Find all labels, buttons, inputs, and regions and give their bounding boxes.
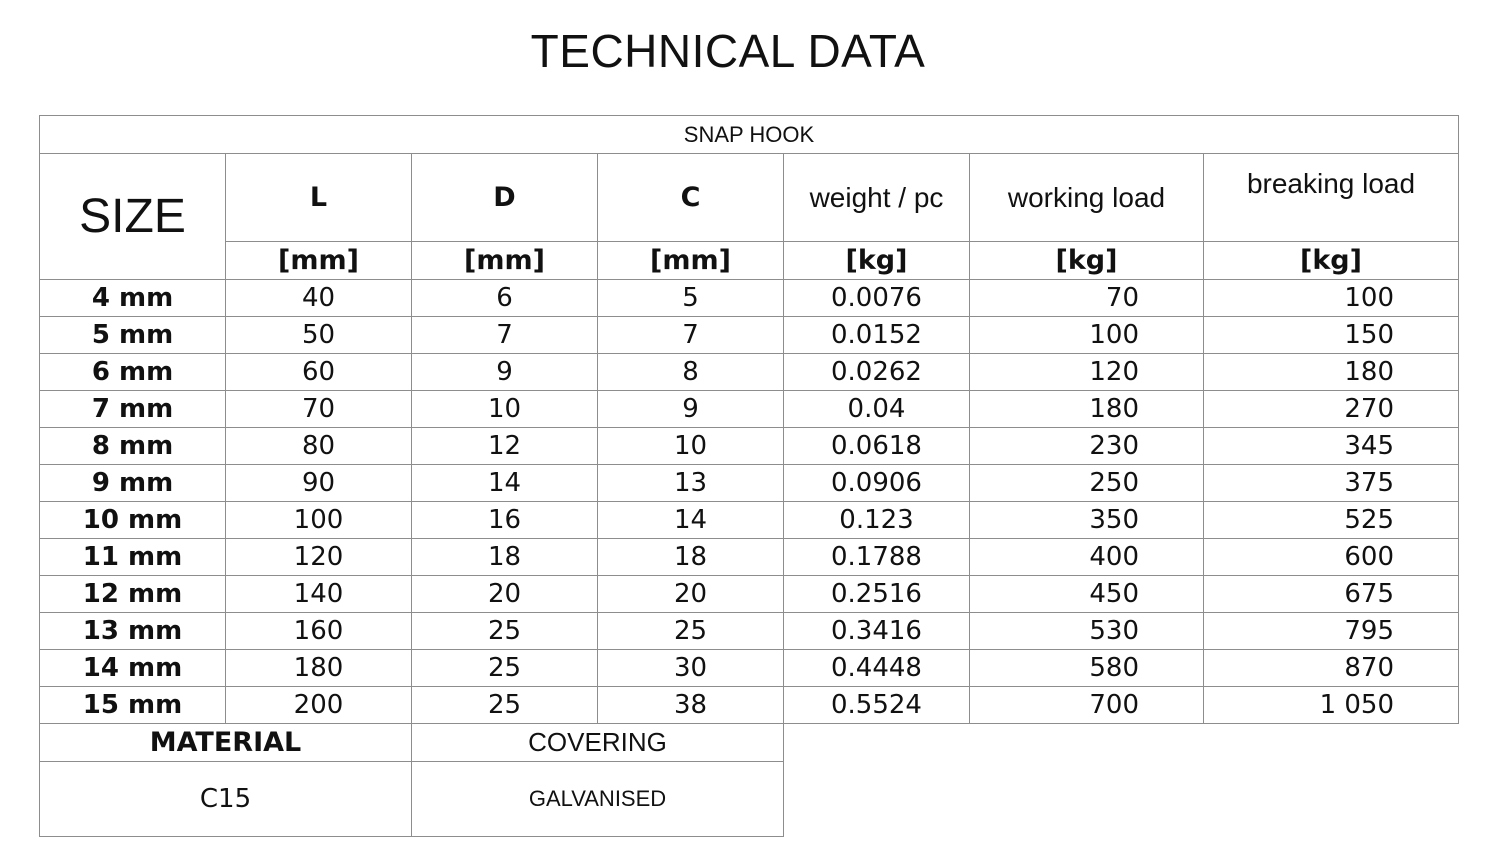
cell-size: 8 mm xyxy=(40,428,226,465)
material-header-row xyxy=(40,724,1459,762)
table-row xyxy=(40,465,1459,502)
cell-working-load: 450 xyxy=(970,576,1204,613)
table-row xyxy=(40,613,1459,650)
table-caption-row xyxy=(40,116,1459,154)
cell-breaking-load: 600 xyxy=(1204,539,1459,576)
cell-c: 5 xyxy=(598,280,784,317)
cell-d: 25 xyxy=(412,650,598,687)
header-row xyxy=(40,154,1459,242)
cell-l: 40 xyxy=(226,280,412,317)
covering-header: COVERING xyxy=(412,724,784,762)
cell-weight: 0.4448 xyxy=(784,650,970,687)
table-row xyxy=(40,687,1459,724)
cell-d: 6 xyxy=(412,280,598,317)
cell-c: 18 xyxy=(598,539,784,576)
table-caption: SNAP HOOK xyxy=(40,116,1459,154)
material-header: MATERIAL xyxy=(40,724,412,762)
cell-d: 16 xyxy=(412,502,598,539)
cell-size: 14 mm xyxy=(40,650,226,687)
cell-working-load: 100 xyxy=(970,317,1204,354)
empty-area xyxy=(784,762,1459,837)
cell-breaking-load: 1 050 xyxy=(1204,687,1459,724)
cell-working-load: 70 xyxy=(970,280,1204,317)
cell-weight: 0.3416 xyxy=(784,613,970,650)
cell-working-load: 120 xyxy=(970,354,1204,391)
column-unit-l: [mm] xyxy=(226,242,412,280)
cell-breaking-load: 180 xyxy=(1204,354,1459,391)
table-row xyxy=(40,354,1459,391)
cell-weight: 0.1788 xyxy=(784,539,970,576)
cell-weight: 0.2516 xyxy=(784,576,970,613)
cell-d: 14 xyxy=(412,465,598,502)
empty-area xyxy=(784,724,1459,762)
cell-breaking-load: 870 xyxy=(1204,650,1459,687)
cell-breaking-load: 525 xyxy=(1204,502,1459,539)
cell-c: 30 xyxy=(598,650,784,687)
cell-l: 160 xyxy=(226,613,412,650)
cell-working-load: 700 xyxy=(970,687,1204,724)
material-value-row xyxy=(40,762,1459,837)
cell-l: 50 xyxy=(226,317,412,354)
cell-weight: 0.0076 xyxy=(784,280,970,317)
table-row xyxy=(40,650,1459,687)
cell-l: 60 xyxy=(226,354,412,391)
cell-c: 38 xyxy=(598,687,784,724)
size-header: SIZE xyxy=(40,154,226,280)
cell-c: 10 xyxy=(598,428,784,465)
technical-data-table xyxy=(39,115,1459,837)
material-value: C15 xyxy=(40,762,412,837)
cell-c: 20 xyxy=(598,576,784,613)
cell-l: 180 xyxy=(226,650,412,687)
table-row xyxy=(40,502,1459,539)
cell-d: 7 xyxy=(412,317,598,354)
column-header-working-load: working load xyxy=(970,154,1204,242)
cell-weight: 0.123 xyxy=(784,502,970,539)
cell-d: 12 xyxy=(412,428,598,465)
cell-l: 120 xyxy=(226,539,412,576)
column-header-c: C xyxy=(598,154,784,242)
cell-size: 6 mm xyxy=(40,354,226,391)
page-title: TECHNICAL DATA xyxy=(530,25,926,77)
column-unit-weight: [kg] xyxy=(784,242,970,280)
cell-l: 100 xyxy=(226,502,412,539)
cell-d: 25 xyxy=(412,687,598,724)
cell-size: 11 mm xyxy=(40,539,226,576)
cell-working-load: 400 xyxy=(970,539,1204,576)
cell-d: 25 xyxy=(412,613,598,650)
cell-size: 4 mm xyxy=(40,280,226,317)
cell-c: 14 xyxy=(598,502,784,539)
cell-weight: 0.0262 xyxy=(784,354,970,391)
cell-c: 25 xyxy=(598,613,784,650)
cell-c: 13 xyxy=(598,465,784,502)
cell-c: 7 xyxy=(598,317,784,354)
cell-breaking-load: 795 xyxy=(1204,613,1459,650)
table-row xyxy=(40,391,1459,428)
cell-l: 70 xyxy=(226,391,412,428)
column-header-d: D xyxy=(412,154,598,242)
cell-c: 9 xyxy=(598,391,784,428)
cell-weight: 0.0152 xyxy=(784,317,970,354)
column-unit-d: [mm] xyxy=(412,242,598,280)
column-unit-c: [mm] xyxy=(598,242,784,280)
cell-breaking-load: 150 xyxy=(1204,317,1459,354)
cell-breaking-load: 675 xyxy=(1204,576,1459,613)
covering-value: GALVANISED xyxy=(412,762,784,837)
cell-d: 9 xyxy=(412,354,598,391)
column-unit-breaking-load: [kg] xyxy=(1204,242,1459,280)
cell-weight: 0.0906 xyxy=(784,465,970,502)
unit-row xyxy=(40,242,1459,280)
cell-d: 20 xyxy=(412,576,598,613)
cell-l: 140 xyxy=(226,576,412,613)
cell-size: 7 mm xyxy=(40,391,226,428)
cell-working-load: 530 xyxy=(970,613,1204,650)
cell-working-load: 180 xyxy=(970,391,1204,428)
cell-d: 18 xyxy=(412,539,598,576)
cell-breaking-load: 100 xyxy=(1204,280,1459,317)
table-row xyxy=(40,576,1459,613)
cell-l: 200 xyxy=(226,687,412,724)
cell-size: 12 mm xyxy=(40,576,226,613)
column-header-l: L xyxy=(226,154,412,242)
column-unit-working-load: [kg] xyxy=(970,242,1204,280)
cell-d: 10 xyxy=(412,391,598,428)
table-row xyxy=(40,428,1459,465)
cell-breaking-load: 375 xyxy=(1204,465,1459,502)
cell-size: 9 mm xyxy=(40,465,226,502)
cell-working-load: 350 xyxy=(970,502,1204,539)
column-header-breaking-load: breaking load xyxy=(1204,154,1459,242)
cell-weight: 0.0618 xyxy=(784,428,970,465)
cell-working-load: 580 xyxy=(970,650,1204,687)
table-row xyxy=(40,539,1459,576)
cell-weight: 0.5524 xyxy=(784,687,970,724)
cell-size: 10 mm xyxy=(40,502,226,539)
table-row xyxy=(40,280,1459,317)
cell-breaking-load: 345 xyxy=(1204,428,1459,465)
cell-weight: 0.04 xyxy=(784,391,970,428)
cell-working-load: 250 xyxy=(970,465,1204,502)
cell-size: 13 mm xyxy=(40,613,226,650)
cell-size: 5 mm xyxy=(40,317,226,354)
table-row xyxy=(40,317,1459,354)
cell-breaking-load: 270 xyxy=(1204,391,1459,428)
cell-l: 90 xyxy=(226,465,412,502)
cell-c: 8 xyxy=(598,354,784,391)
cell-working-load: 230 xyxy=(970,428,1204,465)
column-header-weight: weight / pc xyxy=(784,154,970,242)
cell-size: 15 mm xyxy=(40,687,226,724)
cell-l: 80 xyxy=(226,428,412,465)
